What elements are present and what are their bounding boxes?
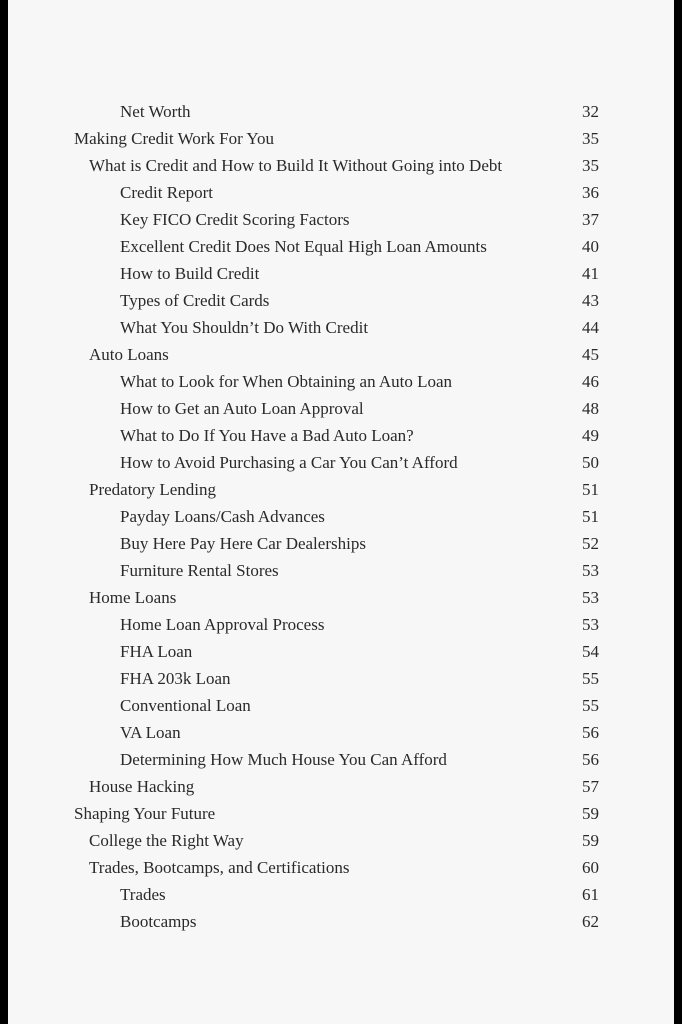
toc-entry <box>8 719 674 746</box>
toc-entry-page-number: 43 <box>582 291 599 310</box>
toc-entry <box>8 449 674 476</box>
toc-entry-title: College the Right Way <box>89 831 244 850</box>
toc-entry-title: Determining How Much House You Can Afford <box>120 750 447 769</box>
toc-entry-page-number: 56 <box>582 723 599 742</box>
toc-entry <box>8 98 674 125</box>
toc-entry-page-number: 55 <box>582 669 599 688</box>
toc-entry-title: Buy Here Pay Here Car Dealerships <box>120 534 366 553</box>
toc-entry-title: What to Look for When Obtaining an Auto Loan <box>120 372 453 391</box>
toc-entry-title: Trades, Bootcamps, and Certifications <box>89 858 350 877</box>
toc-entry <box>8 422 674 449</box>
toc-entry-title: Bootcamps <box>120 912 197 931</box>
toc-entry-page-number: 62 <box>582 912 599 931</box>
toc-entry-title: FHA 203k Loan <box>120 669 231 688</box>
toc-entry-title: How to Avoid Purchasing a Car You Can’t Afford <box>120 453 458 472</box>
toc-entry-page-number: 53 <box>582 615 599 634</box>
toc-entry <box>8 665 674 692</box>
toc-entry-page-number: 59 <box>582 804 599 823</box>
toc-entry-page-number: 55 <box>582 696 599 715</box>
toc-entry <box>8 584 674 611</box>
toc-entry-page-number: 51 <box>582 480 599 499</box>
toc-entry-page-number: 60 <box>582 858 599 877</box>
toc-entry-title: Credit Report <box>120 183 214 202</box>
toc-entry-page-number: 54 <box>582 642 599 661</box>
toc-entry-page-number: 49 <box>582 426 599 445</box>
toc-entry-page-number: 56 <box>582 750 599 769</box>
toc-entry-title: Predatory Lending <box>89 480 216 499</box>
toc-entry <box>8 476 674 503</box>
toc-entry-page-number: 53 <box>582 588 599 607</box>
toc-entry <box>8 152 674 179</box>
toc-entry-page-number: 48 <box>582 399 599 418</box>
toc-entry-page-number: 53 <box>582 561 599 580</box>
toc-entry-title: Making Credit Work For You <box>74 129 274 148</box>
table-of-contents <box>8 98 674 935</box>
toc-entry <box>8 530 674 557</box>
toc-entry-title: Trades <box>120 885 166 904</box>
toc-entry-title: Auto Loans <box>89 345 169 364</box>
toc-entry-title: What to Do If You Have a Bad Auto Loan? <box>120 426 414 445</box>
toc-entry-title: FHA Loan <box>120 642 193 661</box>
toc-entry <box>8 341 674 368</box>
toc-entry-title: Excellent Credit Does Not Equal High Loan Amounts <box>120 237 487 256</box>
toc-entry <box>8 287 674 314</box>
toc-entry-title: Home Loans <box>89 588 177 607</box>
toc-entry-page-number: 36 <box>582 183 599 202</box>
toc-entry-title: Types of Credit Cards <box>120 291 270 310</box>
toc-entry-title: How to Get an Auto Loan Approval <box>120 399 364 418</box>
toc-entry <box>8 233 674 260</box>
toc-entry <box>8 179 674 206</box>
toc-entry-title: VA Loan <box>120 723 181 742</box>
toc-entry-title: Shaping Your Future <box>74 804 216 823</box>
toc-entry-page-number: 50 <box>582 453 599 472</box>
toc-entry <box>8 314 674 341</box>
toc-entry <box>8 692 674 719</box>
toc-entry-page-number: 61 <box>582 885 599 904</box>
toc-entry-title: Conventional Loan <box>120 696 251 715</box>
toc-entry-title: Net Worth <box>120 102 191 121</box>
book-page <box>8 0 674 1024</box>
toc-entry-title: What You Shouldn’t Do With Credit <box>120 318 369 337</box>
toc-entry <box>8 611 674 638</box>
toc-entry <box>8 206 674 233</box>
toc-entry-title: Furniture Rental Stores <box>120 561 279 580</box>
toc-entry-page-number: 57 <box>582 777 599 796</box>
toc-entry-page-number: 59 <box>582 831 599 850</box>
toc-entry-title: Key FICO Credit Scoring Factors <box>120 210 350 229</box>
toc-entry <box>8 503 674 530</box>
toc-entry <box>8 746 674 773</box>
toc-entry <box>8 827 674 854</box>
toc-entry-page-number: 37 <box>582 210 599 229</box>
toc-entry <box>8 800 674 827</box>
toc-entry-page-number: 46 <box>582 372 599 391</box>
toc-entry-title: What is Credit and How to Build It Without Going into Debt <box>89 156 503 175</box>
toc-entry-page-number: 35 <box>582 129 599 148</box>
toc-entry-page-number: 52 <box>582 534 599 553</box>
toc-entry <box>8 773 674 800</box>
toc-entry-title: How to Build Credit <box>120 264 260 283</box>
toc-entry <box>8 395 674 422</box>
toc-entry-page-number: 40 <box>582 237 599 256</box>
toc-entry <box>8 854 674 881</box>
toc-entry-page-number: 45 <box>582 345 599 364</box>
toc-entry <box>8 881 674 908</box>
toc-entry-page-number: 32 <box>582 102 599 121</box>
toc-entry-page-number: 41 <box>582 264 599 283</box>
toc-entry <box>8 557 674 584</box>
toc-entry <box>8 908 674 935</box>
toc-entry-page-number: 35 <box>582 156 599 175</box>
toc-entry <box>8 260 674 287</box>
toc-entry <box>8 638 674 665</box>
toc-entry-page-number: 51 <box>582 507 599 526</box>
toc-entry-title: Home Loan Approval Process <box>120 615 325 634</box>
toc-entry <box>8 368 674 395</box>
toc-entry-title: House Hacking <box>89 777 195 796</box>
toc-entry <box>8 125 674 152</box>
toc-entry-page-number: 44 <box>582 318 599 337</box>
toc-entry-title: Payday Loans/Cash Advances <box>120 507 325 526</box>
